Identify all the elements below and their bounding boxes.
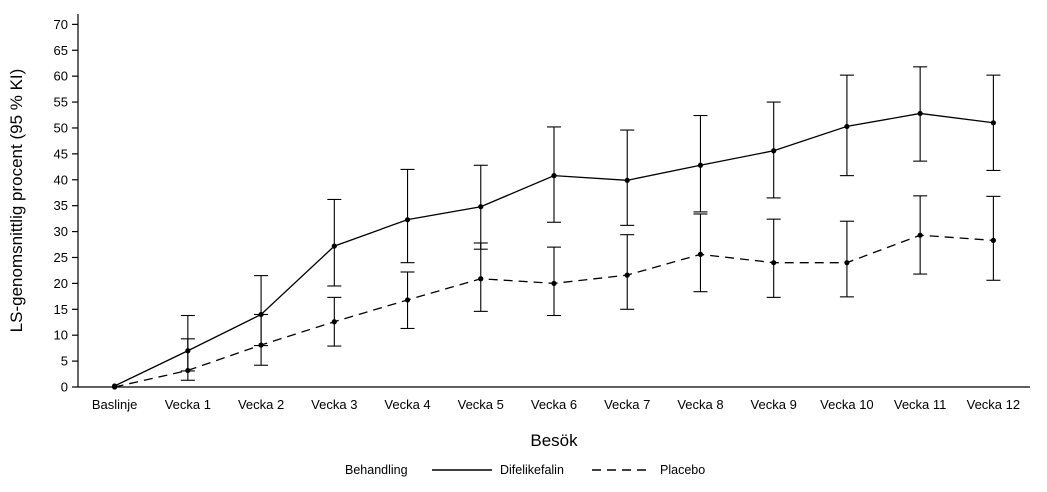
x-tick-label: Baslinje: [91, 397, 138, 412]
y-tick-label: 60: [53, 68, 68, 84]
legend-title: Behandling: [345, 463, 408, 477]
data-point: [698, 252, 703, 257]
series-1: [112, 67, 1000, 389]
x-tick-label: Vecka 4: [384, 397, 431, 412]
y-tick-label: 65: [53, 42, 68, 58]
x-tick-label: Vecka 10: [820, 397, 874, 412]
data-point: [478, 204, 483, 209]
x-tick-label: Vecka 5: [457, 397, 504, 412]
data-point: [258, 342, 263, 347]
data-point: [844, 124, 849, 129]
data-point: [625, 273, 630, 278]
x-axis-title: Besök: [530, 431, 578, 450]
data-point: [771, 148, 776, 153]
y-tick-label: 30: [53, 224, 68, 240]
y-tick-label: 10: [53, 327, 68, 343]
y-tick-label: 70: [53, 16, 68, 32]
x-tick-label: Vecka 8: [677, 397, 724, 412]
x-tick-label: Vecka 6: [530, 397, 578, 412]
legend-label-1: Difelikefalin: [500, 463, 564, 477]
x-tick-label: Vecka 11: [893, 397, 947, 412]
data-point: [991, 238, 996, 243]
legend-label-2: Placebo: [660, 463, 706, 477]
data-point: [771, 260, 776, 265]
data-point: [698, 163, 703, 168]
y-axis-title: LS-genomsnittlig procent (95 % KI): [7, 68, 26, 333]
data-point: [332, 243, 337, 248]
series-2: [112, 196, 1000, 390]
y-tick-label: 35: [53, 198, 68, 214]
data-point: [844, 260, 849, 265]
x-tick-label: Vecka 12: [966, 397, 1021, 412]
data-point: [918, 233, 923, 238]
x-tick-label: Vecka 7: [604, 397, 651, 412]
data-point: [551, 281, 556, 286]
y-tick-label: 40: [53, 172, 68, 188]
y-tick-label: 15: [53, 301, 68, 317]
data-point: [405, 297, 410, 302]
y-tick-label: 0: [60, 379, 68, 395]
y-tick-label: 5: [60, 353, 68, 369]
data-point: [478, 276, 483, 281]
y-tick-label: 55: [53, 94, 68, 110]
data-point: [332, 319, 337, 324]
x-tick-label: Vecka 2: [237, 397, 285, 412]
data-point: [405, 217, 410, 222]
y-tick-label: 45: [53, 146, 68, 162]
x-tick-label: Vecka 1: [164, 397, 211, 412]
data-point: [918, 111, 923, 116]
data-point: [112, 384, 117, 389]
y-tick-label: 50: [53, 120, 68, 136]
data-point: [625, 178, 630, 183]
x-tick-label: Vecka 9: [750, 397, 797, 412]
y-tick-label: 20: [53, 275, 68, 291]
data-point: [551, 173, 556, 178]
x-tick-label: Vecka 3: [311, 397, 358, 412]
data-point: [991, 120, 996, 125]
y-tick-label: 25: [53, 249, 68, 265]
data-point: [185, 368, 190, 373]
